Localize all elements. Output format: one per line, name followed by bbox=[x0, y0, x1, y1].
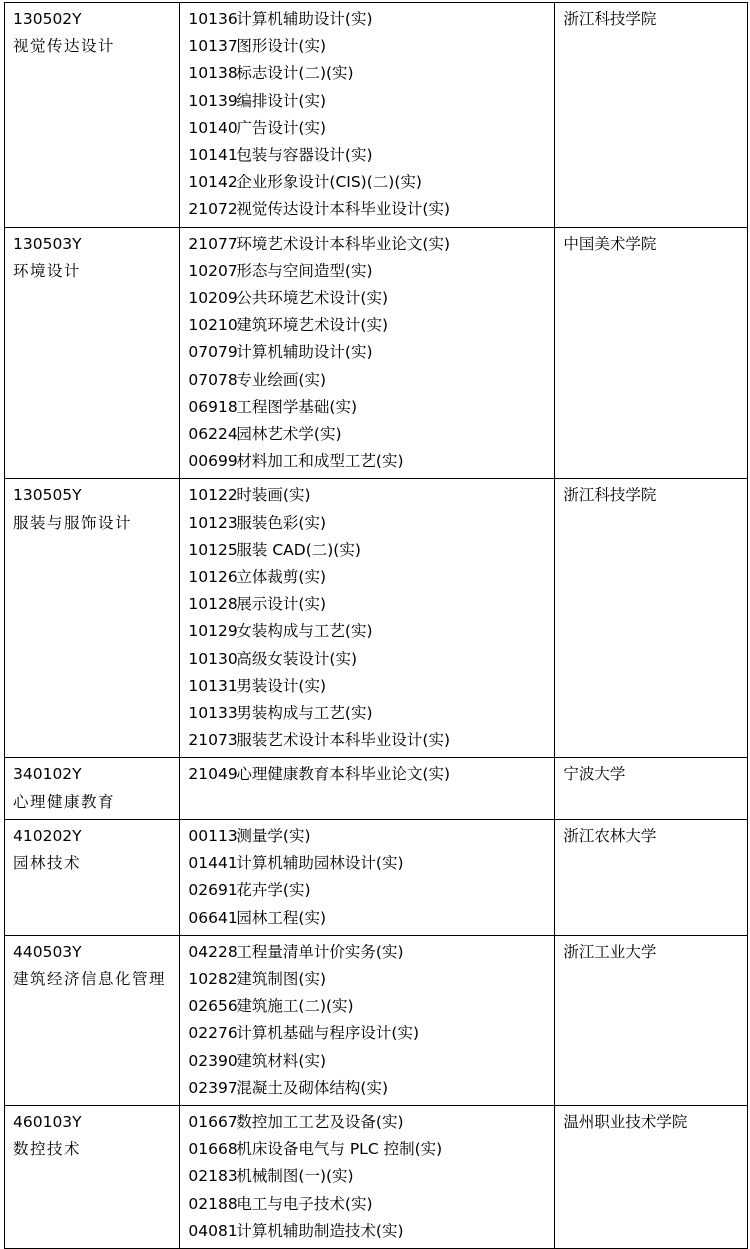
course-name: 心理健康教育本科毕业论文(实) bbox=[236, 765, 451, 784]
school-cell bbox=[555, 758, 748, 819]
course-code: 02188 bbox=[188, 1194, 238, 1213]
course-name: 计算机基础与程序设计(实) bbox=[236, 1024, 420, 1043]
course-code: 10138 bbox=[188, 64, 238, 83]
courses-cell bbox=[180, 3, 555, 228]
courses-cell bbox=[180, 758, 555, 819]
course-item bbox=[188, 564, 546, 591]
course-name: 男装构成与工艺(实) bbox=[236, 704, 373, 723]
major-cell bbox=[5, 227, 180, 479]
course-code: 04081 bbox=[188, 1221, 238, 1240]
school-cell bbox=[555, 1105, 748, 1248]
course-item bbox=[188, 448, 546, 475]
course-name: 建筑施工(二)(实) bbox=[236, 997, 354, 1016]
course-code: 02691 bbox=[188, 881, 238, 900]
course-item bbox=[188, 196, 546, 223]
course-code: 02276 bbox=[188, 1024, 238, 1043]
course-code: 10209 bbox=[188, 289, 238, 308]
course-code: 10142 bbox=[188, 173, 238, 192]
course-code: 02390 bbox=[188, 1051, 238, 1070]
major-code: 440503Y bbox=[13, 942, 82, 961]
school-name: 浙江科技学院 bbox=[563, 10, 657, 28]
course-item bbox=[188, 367, 546, 394]
course-name: 测量学(实) bbox=[236, 826, 311, 845]
major-code: 130505Y bbox=[13, 486, 82, 505]
course-name: 机械制图(一)(实) bbox=[236, 1167, 354, 1186]
courses-cell bbox=[180, 819, 555, 935]
course-name: 公共环境艺术设计(实) bbox=[236, 289, 389, 308]
major-cell bbox=[5, 479, 180, 758]
course-name: 电工与电子技术(实) bbox=[236, 1194, 373, 1213]
course-code: 10141 bbox=[188, 146, 238, 165]
course-code: 02656 bbox=[188, 997, 238, 1016]
table-row bbox=[5, 819, 748, 935]
course-item bbox=[188, 1075, 546, 1102]
school-name: 中国美术学院 bbox=[563, 234, 657, 253]
course-name: 数控加工工艺及设备(实) bbox=[236, 1112, 404, 1131]
course-code: 02183 bbox=[188, 1167, 238, 1186]
table-row bbox=[5, 1105, 748, 1248]
course-code: 10207 bbox=[188, 261, 238, 280]
major-name: 建筑经济信息化管理 bbox=[13, 969, 167, 988]
course-item bbox=[188, 312, 546, 339]
course-name: 建筑制图(实) bbox=[236, 969, 327, 988]
course-code: 10125 bbox=[188, 540, 238, 559]
course-item bbox=[188, 115, 546, 142]
course-code: 10131 bbox=[188, 676, 238, 695]
major-code: 340102Y bbox=[13, 765, 82, 784]
course-name: 计算机辅助制造技术(实) bbox=[236, 1221, 404, 1240]
course-code: 10129 bbox=[188, 622, 238, 641]
course-name: 企业形象设计(CIS)(二)(实) bbox=[236, 173, 422, 192]
course-name: 展示设计(实) bbox=[236, 595, 327, 614]
course-code: 10123 bbox=[188, 513, 238, 532]
course-name: 立体裁剪(实) bbox=[236, 568, 327, 587]
major-name: 环境设计 bbox=[13, 261, 82, 280]
course-item bbox=[188, 850, 546, 877]
course-code: 06918 bbox=[188, 397, 238, 416]
courses-cell bbox=[180, 1105, 555, 1248]
school-name: 温州职业技术学院 bbox=[563, 1112, 688, 1131]
courses-cell bbox=[180, 227, 555, 479]
course-item bbox=[188, 1218, 546, 1245]
course-name: 时装画(实) bbox=[236, 486, 311, 505]
course-item bbox=[188, 591, 546, 618]
course-item bbox=[188, 966, 546, 993]
course-item bbox=[188, 618, 546, 645]
course-code: 07079 bbox=[188, 343, 238, 362]
course-name: 高级女装设计(实) bbox=[236, 649, 358, 668]
course-code: 10210 bbox=[188, 316, 238, 335]
course-name: 花卉学(实) bbox=[236, 881, 311, 900]
course-name: 专业绘画(实) bbox=[236, 370, 327, 389]
course-code: 21077 bbox=[188, 234, 238, 253]
school-name: 浙江科技学院 bbox=[563, 486, 657, 505]
major-cell bbox=[5, 935, 180, 1105]
course-code: 01441 bbox=[188, 854, 238, 873]
course-name: 工程量清单计价实务(实) bbox=[236, 942, 404, 961]
course-name: 形态与空间造型(实) bbox=[236, 261, 373, 280]
course-code: 10122 bbox=[188, 486, 238, 505]
course-name: 编排设计(实) bbox=[236, 91, 327, 110]
practical-courses-table bbox=[4, 2, 748, 1249]
course-name: 园林艺术学(实) bbox=[236, 425, 342, 444]
course-name: 图形设计(实) bbox=[236, 37, 327, 56]
course-name: 男装设计(实) bbox=[236, 676, 327, 695]
course-item bbox=[188, 6, 546, 33]
course-item bbox=[188, 993, 546, 1020]
course-item bbox=[188, 700, 546, 727]
major-code: 130502Y bbox=[13, 10, 82, 28]
course-code: 07078 bbox=[188, 370, 238, 389]
course-code: 00699 bbox=[188, 452, 238, 471]
course-item bbox=[188, 1048, 546, 1075]
course-item bbox=[188, 905, 546, 932]
course-item bbox=[188, 231, 546, 258]
course-item bbox=[188, 761, 546, 788]
school-cell bbox=[555, 935, 748, 1105]
course-code: 21073 bbox=[188, 731, 238, 750]
school-cell bbox=[555, 819, 748, 935]
table-body bbox=[5, 3, 748, 1249]
course-name: 材料加工和成型工艺(实) bbox=[236, 452, 404, 471]
course-code: 01668 bbox=[188, 1140, 238, 1159]
course-code: 21072 bbox=[188, 200, 238, 219]
major-cell bbox=[5, 758, 180, 819]
course-name: 计算机辅助设计(实) bbox=[236, 10, 373, 28]
major-name: 园林技术 bbox=[13, 854, 82, 873]
course-item bbox=[188, 673, 546, 700]
course-name: 计算机辅助园林设计(实) bbox=[236, 854, 404, 873]
course-item bbox=[188, 1136, 546, 1163]
school-cell bbox=[555, 479, 748, 758]
course-item bbox=[188, 482, 546, 509]
major-cell bbox=[5, 3, 180, 228]
course-item bbox=[188, 727, 546, 754]
major-name: 数控技术 bbox=[13, 1140, 82, 1159]
table-row bbox=[5, 479, 748, 758]
school-name: 浙江农林大学 bbox=[563, 826, 657, 845]
table-row bbox=[5, 227, 748, 479]
course-name: 标志设计(二)(实) bbox=[236, 64, 354, 83]
course-code: 04228 bbox=[188, 942, 238, 961]
course-item bbox=[188, 88, 546, 115]
school-cell bbox=[555, 227, 748, 479]
school-name: 宁波大学 bbox=[563, 765, 626, 784]
school-cell bbox=[555, 3, 748, 228]
course-item bbox=[188, 877, 546, 904]
course-item bbox=[188, 258, 546, 285]
course-item bbox=[188, 169, 546, 196]
courses-cell bbox=[180, 935, 555, 1105]
table-row bbox=[5, 3, 748, 228]
table-row bbox=[5, 935, 748, 1105]
course-item bbox=[188, 421, 546, 448]
course-item bbox=[188, 1191, 546, 1218]
course-name: 女装构成与工艺(实) bbox=[236, 622, 373, 641]
course-item bbox=[188, 510, 546, 537]
major-code: 460103Y bbox=[13, 1112, 82, 1131]
course-code: 10130 bbox=[188, 649, 238, 668]
major-code: 130503Y bbox=[13, 234, 82, 253]
course-name: 园林工程(实) bbox=[236, 908, 327, 927]
table-row bbox=[5, 758, 748, 819]
course-item bbox=[188, 537, 546, 564]
courses-cell bbox=[180, 479, 555, 758]
course-name: 工程图学基础(实) bbox=[236, 397, 358, 416]
course-name: 环境艺术设计本科毕业论文(实) bbox=[236, 234, 451, 253]
course-code: 10128 bbox=[188, 595, 238, 614]
school-name: 浙江工业大学 bbox=[563, 942, 657, 961]
course-name: 服装色彩(实) bbox=[236, 513, 327, 532]
course-code: 10136 bbox=[188, 10, 238, 28]
course-item bbox=[188, 339, 546, 366]
course-code: 10282 bbox=[188, 969, 238, 988]
course-code: 06641 bbox=[188, 908, 238, 927]
course-code: 10133 bbox=[188, 704, 238, 723]
course-code: 01667 bbox=[188, 1112, 238, 1131]
major-name: 视觉传达设计 bbox=[13, 37, 116, 56]
course-name: 服装艺术设计本科毕业设计(实) bbox=[236, 731, 451, 750]
course-code: 21049 bbox=[188, 765, 238, 784]
course-item bbox=[188, 1163, 546, 1190]
major-name: 服装与服饰设计 bbox=[13, 513, 133, 532]
course-name: 广告设计(实) bbox=[236, 118, 327, 137]
major-name: 心理健康教育 bbox=[13, 792, 116, 811]
course-name: 计算机辅助设计(实) bbox=[236, 343, 373, 362]
course-item bbox=[188, 939, 546, 966]
course-item bbox=[188, 646, 546, 673]
major-cell bbox=[5, 819, 180, 935]
course-item bbox=[188, 33, 546, 60]
course-item bbox=[188, 60, 546, 87]
course-name: 视觉传达设计本科毕业设计(实) bbox=[236, 200, 451, 219]
course-code: 10140 bbox=[188, 118, 238, 137]
course-item bbox=[188, 1020, 546, 1047]
major-cell bbox=[5, 1105, 180, 1248]
course-code: 00113 bbox=[188, 826, 238, 845]
course-name: 混凝土及砌体结构(实) bbox=[236, 1078, 389, 1097]
major-code: 410202Y bbox=[13, 826, 82, 845]
course-item bbox=[188, 285, 546, 312]
course-name: 机床设备电气与 PLC 控制(实) bbox=[236, 1140, 443, 1159]
course-name: 包装与容器设计(实) bbox=[236, 146, 373, 165]
course-code: 06224 bbox=[188, 425, 238, 444]
course-item bbox=[188, 1109, 546, 1136]
course-name: 建筑环境艺术设计(实) bbox=[236, 316, 389, 335]
course-name: 建筑材料(实) bbox=[236, 1051, 327, 1070]
course-item bbox=[188, 823, 546, 850]
course-code: 10126 bbox=[188, 568, 238, 587]
course-code: 10137 bbox=[188, 37, 238, 56]
course-name: 服装 CAD(二)(实) bbox=[236, 540, 361, 559]
course-item bbox=[188, 394, 546, 421]
course-code: 02397 bbox=[188, 1078, 238, 1097]
course-item bbox=[188, 142, 546, 169]
course-code: 10139 bbox=[188, 91, 238, 110]
